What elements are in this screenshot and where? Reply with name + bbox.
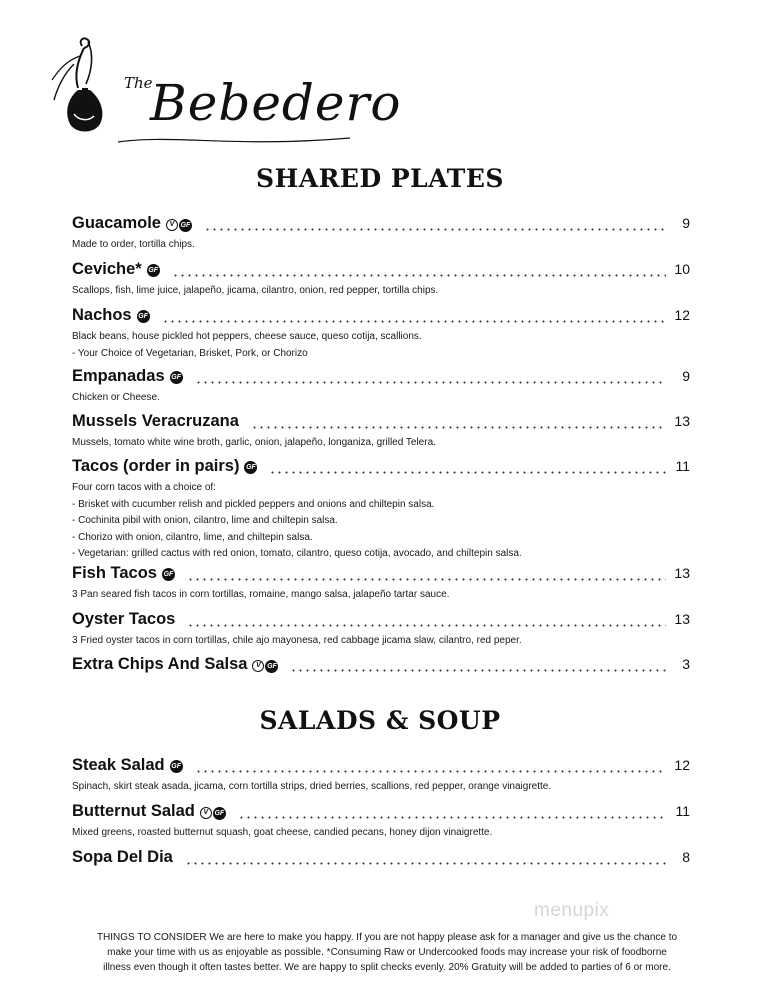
dot-leader [195,770,666,773]
item-description: Black beans, house pickled hot peppers, cheese sauce, queso cotija, scallions. [72,331,422,342]
section-title-salads-soup: SALADS & SOUP [259,706,501,735]
section-title-shared-plates: SHARED PLATES [256,164,504,193]
menu-item-mussels-veracruzana [72,412,690,451]
menu-item-nachos [72,306,690,361]
item-name: Steak Salad [72,756,165,774]
logo-the-text: The [124,74,153,92]
bird-vase-icon [44,34,124,144]
item-price: 8 [682,849,690,865]
dot-leader [204,228,666,231]
item-option: - Chorizo with onion, cilantro, lime, and chiltepin salsa. [72,531,313,543]
item-name: Sopa Del Dia [72,848,173,866]
gluten-free-icon: GF [170,371,183,384]
item-name: Tacos (order in pairs) [72,457,240,475]
logo-flourish [114,132,354,152]
menu-item-steak-salad [72,756,690,795]
item-option: - Brisket with cucumber relish and pickled peppers and onions and chiltepin salsa. [72,498,435,510]
gluten-free-icon: GF [244,461,257,474]
item-name: Butternut Salad [72,802,195,820]
gluten-free-icon: GF [213,807,226,820]
item-name: Oyster Tacos [72,610,176,628]
item-description: Four corn tacos with a choice of: [72,482,216,493]
menu-item-fish-tacos [72,564,690,603]
menu-item-empanadas [72,367,690,406]
menu-item-sopa-del-dia [72,848,690,870]
item-description: Mixed greens, roasted butternut squash, goat cheese, candied pecans, honey dijon vinaigrette. [72,827,493,838]
item-description: Mussels, tomato white wine broth, garlic, onion, jalapeño, longaniza, grilled Telera. [72,437,436,448]
item-name: Extra Chips And Salsa [72,655,248,673]
menu-item-tacos [72,457,690,562]
item-price: 12 [674,307,690,323]
gluten-free-icon: GF [170,760,183,773]
item-description: Spinach, skirt steak asada, jicama, corn tortilla strips, dried berries, scallions, red pepper, orange vinaigrette. [72,781,552,792]
menu-item-guacamole [72,214,690,253]
item-description: 3 Fried oyster tacos in corn tortillas, chile ajo mayonesa, red cabbage jicama slaw, cilantro, red peper. [72,635,522,646]
gluten-free-icon: GF [137,310,150,323]
item-name: Nachos [72,306,132,324]
item-name: Fish Tacos [72,564,157,582]
restaurant-logo [44,34,402,144]
item-price: 11 [675,458,690,474]
logo-name-text: Bebedero [150,74,402,132]
dot-leader [162,320,666,323]
footer-notice: THINGS TO CONSIDER We are here to make you happy. If you are not happy please ask for a manager and give us the chance to make your time with us as enjoyable as possible. *Consuming Raw or Undercooked foods may increase your risk of foodborne illness even though it often tastes better. We are happy to split checks evenly. 20% Gratuity will be added to parties of 6 or more. [96,932,678,973]
item-price: 10 [674,261,690,277]
gluten-free-icon: GF [162,568,175,581]
item-description: Made to order, tortilla chips. [72,239,195,250]
dot-leader [185,862,666,865]
item-price: 9 [682,368,690,384]
gluten-free-icon: GF [179,219,192,232]
item-price: 9 [682,215,690,231]
vegetarian-icon: V [166,219,178,231]
dot-leader [251,426,666,429]
item-name: Guacamole [72,214,161,232]
dot-leader [290,669,666,672]
item-name: Empanadas [72,367,165,385]
item-price: 12 [674,757,690,773]
item-description: Chicken or Cheese. [72,392,160,403]
dot-leader [238,816,666,819]
menu-item-butternut-salad [72,802,690,841]
item-option: - Vegetarian: grilled cactus with red onion, tomato, cilantro, queso cotija, avocado, and chiltepin salsa. [72,548,522,559]
menu-item-oyster-tacos [72,610,690,649]
dot-leader [187,578,666,581]
item-price: 13 [674,413,690,429]
dot-leader [172,274,666,277]
vegetarian-icon: V [200,807,212,819]
menu-item-ceviche [72,260,690,299]
item-option: - Cochinita pibil with onion, cilantro, lime and chiltepin salsa. [72,515,338,526]
dot-leader [195,381,666,384]
item-description: Scallops, fish, lime juice, jalapeño, jicama, cilantro, onion, red pepper, tortilla chips. [72,285,439,296]
gluten-free-icon: GF [265,660,278,673]
item-price: 11 [675,803,690,819]
item-name: Mussels Veracruzana [72,412,239,430]
item-price: 13 [674,611,690,627]
item-name: Ceviche* [72,260,142,278]
item-price: 3 [682,656,690,672]
gluten-free-icon: GF [147,264,160,277]
menu-item-extra-chips [72,655,690,677]
item-price: 13 [674,565,690,581]
dot-leader [269,471,666,474]
vegetarian-icon: V [252,660,264,672]
item-description: 3 Pan seared fish tacos in corn tortillas, romaine, mango salsa, jalapeño tartar sauce. [72,589,450,600]
item-option-note: - Your Choice of Vegetarian, Brisket, Pork, or Chorizo [72,347,308,359]
watermark: menupix [534,900,610,921]
dot-leader [187,624,666,627]
